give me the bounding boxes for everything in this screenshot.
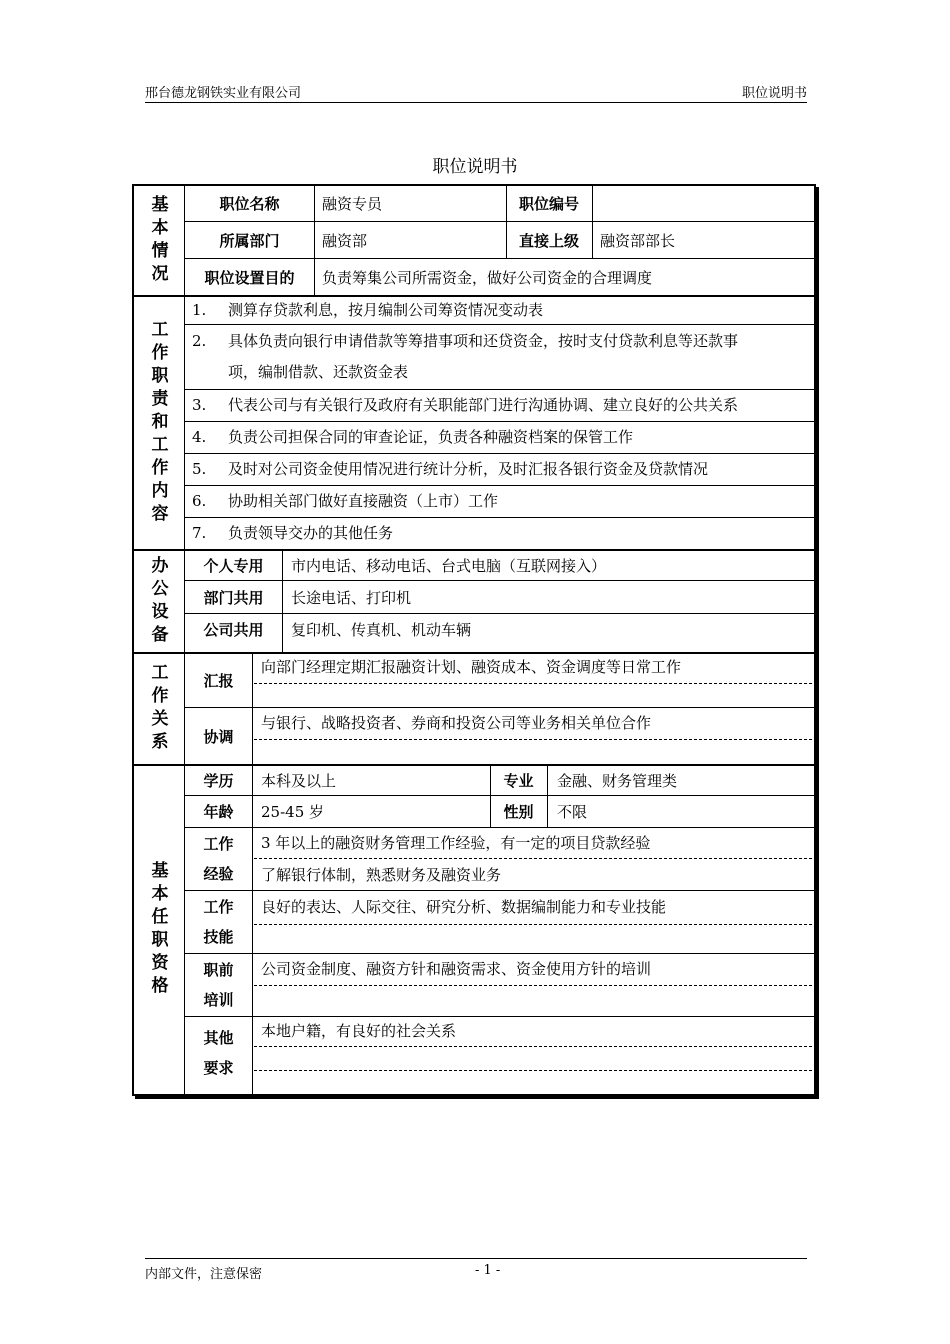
age-value: 25-45 岁 — [261, 803, 325, 821]
position-name-value: 融资专员 — [322, 195, 383, 213]
position-no-value — [600, 186, 810, 221]
major-label: 专业 — [503, 772, 534, 790]
personal-equipment-value: 市内电话、移动电话、台式电脑（互联网接入） — [291, 557, 607, 575]
exp-label-1: 工作 — [203, 835, 234, 853]
purpose-value: 负责筹集公司所需资金，做好公司资金的合理调度 — [322, 268, 653, 287]
skill-label-2: 技能 — [203, 928, 234, 946]
dept-value: 融资部 — [322, 231, 368, 250]
dept-equipment-label: 部门共用 — [203, 588, 264, 607]
duty-item-continued: 项，编制借款、还款资金表 — [228, 363, 409, 381]
coord-label: 协调 — [203, 727, 234, 746]
duty-item: 6. 协助相关部门做好直接融资（上市）工作 — [192, 492, 499, 510]
duty-item: 3. 代表公司与有关银行及政府有关职能部门进行沟通协调、建立良好的公共关系 — [192, 396, 739, 414]
other-value: 本地户籍，有良好的社会关系 — [261, 1021, 457, 1040]
page-title: 职位说明书 — [432, 157, 518, 177]
other-label-1: 其他 — [203, 1029, 234, 1047]
position-name-label: 职位名称 — [219, 195, 280, 213]
dept-equipment-value: 长途电话、打印机 — [291, 588, 412, 607]
superior-value: 融资部部长 — [600, 231, 676, 250]
age-label: 年龄 — [203, 803, 234, 821]
duty-item: 2. 具体负责向银行申请借款等筹措事项和还贷资金，按时支付贷款利息等还款事 — [192, 332, 739, 350]
report-label: 汇报 — [203, 672, 234, 690]
company-equipment-value: 复印机、传真机、机动车辆 — [291, 621, 472, 639]
major-value: 金融、财务管理类 — [557, 772, 678, 790]
duty-item: 1. 测算存贷款利息，按月编制公司筹资情况变动表 — [192, 301, 544, 319]
exp-value-1: 3 年以上的融资财务管理工作经验，有一定的项目贷款经验 — [261, 833, 651, 852]
section-duties: 工作职责和工作内容 — [132, 297, 185, 549]
dept-label: 所属部门 — [219, 231, 280, 250]
page-footer — [145, 1258, 807, 1282]
section-basic: 基本情况 — [132, 186, 185, 295]
train-label-1: 职前 — [203, 961, 234, 979]
coord-value: 与银行、战略投资者、券商和投资公司等业务相关单位合作 — [261, 713, 652, 732]
duty-item: 7. 负责领导交办的其他任务 — [192, 524, 394, 542]
section-relations: 工作关系 — [132, 654, 185, 764]
company-equipment-label: 公司共用 — [203, 621, 264, 639]
page-number: - 1 - — [475, 1263, 501, 1278]
position-no-label: 职位编号 — [518, 195, 579, 213]
train-label-2: 培训 — [203, 991, 234, 1009]
skill-value: 良好的表达、人际交往、研究分析、数据编制能力和专业技能 — [261, 897, 667, 916]
exp-value-2: 了解银行体制，熟悉财务及融资业务 — [261, 865, 502, 884]
gender-value: 不限 — [557, 803, 588, 821]
header-doc-type: 职位说明书 — [741, 86, 807, 101]
duty-item: 4. 负责公司担保合同的审查论证，负责各种融资档案的保管工作 — [192, 428, 634, 446]
purpose-label: 职位设置目的 — [204, 268, 295, 287]
section-equipment: 办公设备 — [132, 551, 185, 652]
superior-label: 直接上级 — [518, 231, 579, 250]
exp-label-2: 经验 — [203, 865, 234, 883]
train-value: 公司资金制度、融资方针和融资需求、资金使用方针的培训 — [261, 959, 652, 978]
edu-value: 本科及以上 — [261, 772, 337, 790]
report-value: 向部门经理定期汇报融资计划、融资成本、资金调度等日常工作 — [261, 657, 682, 676]
duty-item: 5. 及时对公司资金使用情况进行统计分析，及时汇报各银行资金及贷款情况 — [192, 460, 709, 478]
gender-label: 性别 — [503, 803, 534, 821]
company-name: 邢台德龙钢铁实业有限公司 — [145, 86, 302, 101]
page-header — [145, 80, 807, 103]
personal-equipment-label: 个人专用 — [203, 557, 264, 575]
skill-label-1: 工作 — [203, 898, 234, 916]
footer-note: 内部文件，注意保密 — [145, 1267, 263, 1282]
edu-label: 学历 — [203, 772, 234, 790]
section-qualifications: 基本任职资格 — [132, 766, 185, 1094]
other-label-2: 要求 — [203, 1059, 234, 1077]
